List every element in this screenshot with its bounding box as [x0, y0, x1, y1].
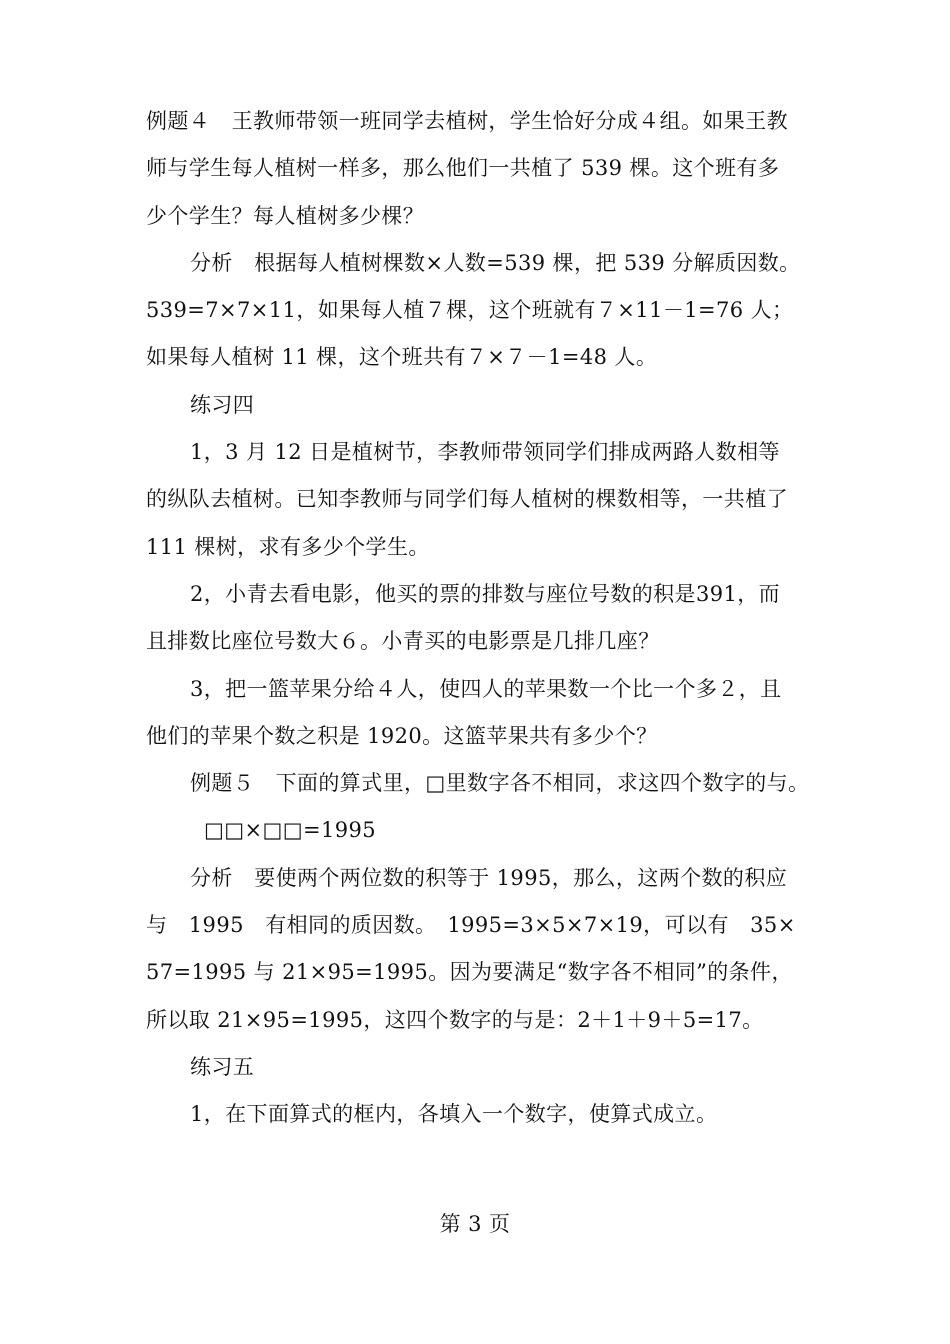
- exercise-4-q1-line-2: 的纵队去植树。已知李教师与同学们每人植树的棵数相等，一共植了: [146, 487, 788, 512]
- exercise-4-q3-line-2: 他们的苹果个数之积是 1920。这篮苹果共有多少个？: [146, 723, 658, 748]
- page-number: 第 3 页: [439, 1212, 511, 1236]
- exercise-4-q1-line-3: 111 棵树，求有多少个学生。: [146, 534, 430, 559]
- example-4-line-1: 例题４ 王教师带领一班同学去植树，学生恰好分成４组。如果王教: [146, 109, 788, 133]
- example-4-line-3: 少个学生？每人植树多少棵？: [146, 203, 425, 228]
- example-5-equation: □□×□□=1995: [204, 818, 376, 843]
- example-5-line-1: 例题５ 下面的算式里，□里数字各不相同，求这四个数字的与。: [190, 771, 810, 796]
- analysis-5-line-4: 所以取 21×95=1995，这四个数字的与是：2＋1＋9＋5=17。: [146, 1007, 764, 1032]
- analysis-5-line-3: 57=1995 与 21×95=1995。因为要满足“数字各不相同”的条件，: [146, 960, 793, 985]
- exercise-4-q1-line-1: 1，3 月 12 日是植树节，李教师带领同学们排成两路人数相等: [190, 440, 780, 465]
- exercise-4-q3-line-1: 3，把一篮苹果分给４人，使四人的苹果数一个比一个多２，且: [190, 676, 782, 701]
- exercise-4-heading: 练习四: [190, 392, 255, 417]
- analysis-4-line-1: 分析 根据每人植树棵数×人数=539 棵，把 539 分解质因数。: [190, 250, 801, 275]
- example-4-line-2: 师与学生每人植树一样多，那么他们一共植了 539 棵。这个班有多: [146, 156, 780, 181]
- exercise-5-q1-line-1: 1，在下面算式的框内，各填入一个数字，使算式成立。: [190, 1102, 718, 1127]
- analysis-5-line-2: 与 1995 有相同的质因数。 1995=3×5×7×19，可以有 35×: [146, 913, 796, 938]
- exercise-5-heading: 练习五: [190, 1054, 255, 1079]
- analysis-4-line-3: 如果每人植树 11 棵，这个班共有７×７－1=48 人。: [146, 345, 658, 370]
- analysis-4-line-2: 539=7×7×11，如果每人植７棵，这个班就有７×11－1=76 人；: [146, 298, 794, 323]
- exercise-4-q2-line-1: 2，小青去看电影，他买的票的排数与座位号数的积是391，而: [190, 581, 781, 606]
- document-body: [146, 98, 822, 1139]
- exercise-4-q2-line-2: 且排数比座位号数大６。小青买的电影票是几排几座？: [146, 629, 660, 654]
- analysis-5-line-1: 分析 要使两个两位数的积等于 1995，那么，这两个数的积应: [190, 865, 788, 890]
